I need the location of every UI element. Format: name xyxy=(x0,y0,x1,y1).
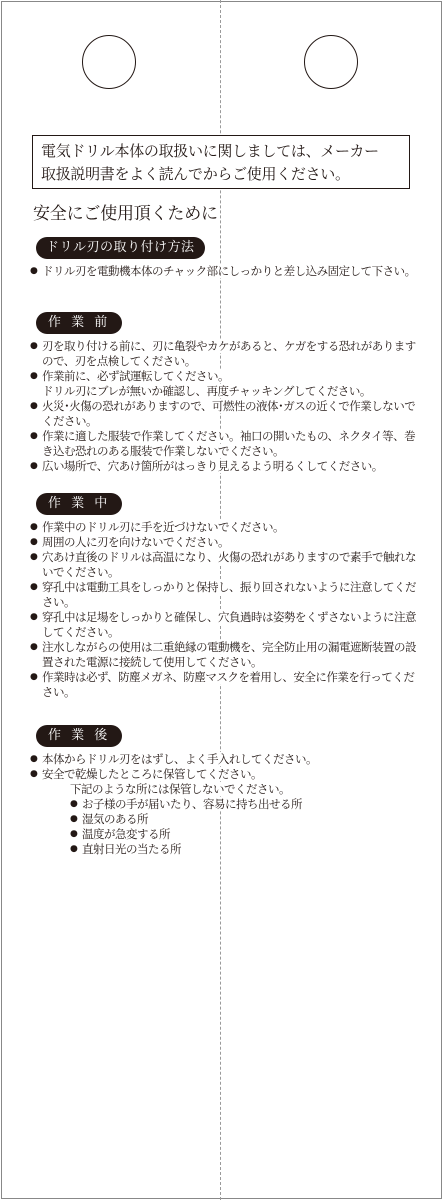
item-list xyxy=(30,339,420,474)
list-item: ● 穿孔中は足場をしっかりと確保し、穴負過時は姿勢をくずさないように注意してください。 xyxy=(30,610,420,640)
section-drill-attachment xyxy=(30,236,420,279)
list-item: ● 穿孔中は電動工具をしっかりと保持し、振り回されないように注意してください。 xyxy=(30,580,420,610)
section-badge: 作 業 後 xyxy=(36,725,122,747)
section-badge: 作 業 前 xyxy=(36,312,122,334)
list-item: ● 周囲の人に刃を向けないでください。 xyxy=(30,535,420,550)
list-item: 下記のような所には保管しないでください。 xyxy=(70,782,290,796)
list-item: ● 湿気のある所 xyxy=(30,812,420,827)
list-item: ● 作業時は必ず、防塵メガネ、防塵マスクを着用し、安全に作業を行ってください。 xyxy=(30,670,420,700)
manual-notice-box xyxy=(32,135,410,189)
hanger-hole-right xyxy=(304,35,358,89)
list-item: ● 広い場所で、穴あけ箇所がはっきり見えるよう明るくしてください。 xyxy=(30,459,420,474)
section-after-work xyxy=(30,724,420,857)
list-item: ● ドリル刃を電動機本体のチャック部にしっかりと差し込み固定して下さい。 xyxy=(30,264,420,279)
list-item: ● 火災･火傷の恐れがありますので、可燃性の液体･ガスの近くで作業しないでください。 xyxy=(30,399,420,429)
list-item: ドリル刃にブレが無いか確認し、再度チャッキングしてください。 xyxy=(42,384,371,398)
list-item: ● 作業に適した服装で作業してください。袖口の開いたもの、ネクタイ等、巻き込む恐れのある服装で作業しないでください。 xyxy=(30,429,420,459)
list-item: ● お子様の手が届いたり、容易に持ち出せる所 xyxy=(30,797,420,812)
page-title: 安全にご使用頂くために xyxy=(33,199,218,224)
list-item: ● 刃を取り付ける前に、刃に亀裂やカケがあると、ケガをする恐れがありますので、刃を点検してください。 xyxy=(30,339,420,369)
list-item: ● 注水しながらの使用は二重絶縁の電動機を、完全防止用の漏電遮断装置の設置された電源に接続して使用してください。 xyxy=(30,640,420,670)
item-list xyxy=(30,264,420,279)
section-badge: ドリル刃の取り付け方法 xyxy=(36,237,205,259)
section-badge: 作 業 中 xyxy=(36,493,122,515)
section-during-work xyxy=(30,492,420,700)
list-item: ● 作業中のドリル刃に手を近づけないでください。 xyxy=(30,520,420,535)
notice-line-2: 取扱説明書をよく読んでからご使用ください。 xyxy=(41,165,350,183)
list-item: ● 温度が急変する所 xyxy=(30,827,420,842)
item-list xyxy=(30,752,420,857)
item-list xyxy=(30,520,420,700)
list-item: ● 作業前に、必ず試運転してください。 xyxy=(30,369,420,384)
list-item: ● 本体からドリル刃をはずし、よく手入れしてください。 xyxy=(30,752,420,767)
notice-line-1: 電気ドリル本体の取扱いに関しましては、メーカー xyxy=(41,142,379,160)
list-item: ● 穴あけ直後のドリルは高温になり、火傷の恐れがありますので素手で触れないでください。 xyxy=(30,550,420,580)
hanger-hole-left xyxy=(82,35,136,89)
list-item: ● 直射日光の当たる所 xyxy=(30,842,420,857)
section-before-work xyxy=(30,311,420,474)
list-item: ● 安全で乾燥したところに保管してください。 xyxy=(30,767,420,782)
